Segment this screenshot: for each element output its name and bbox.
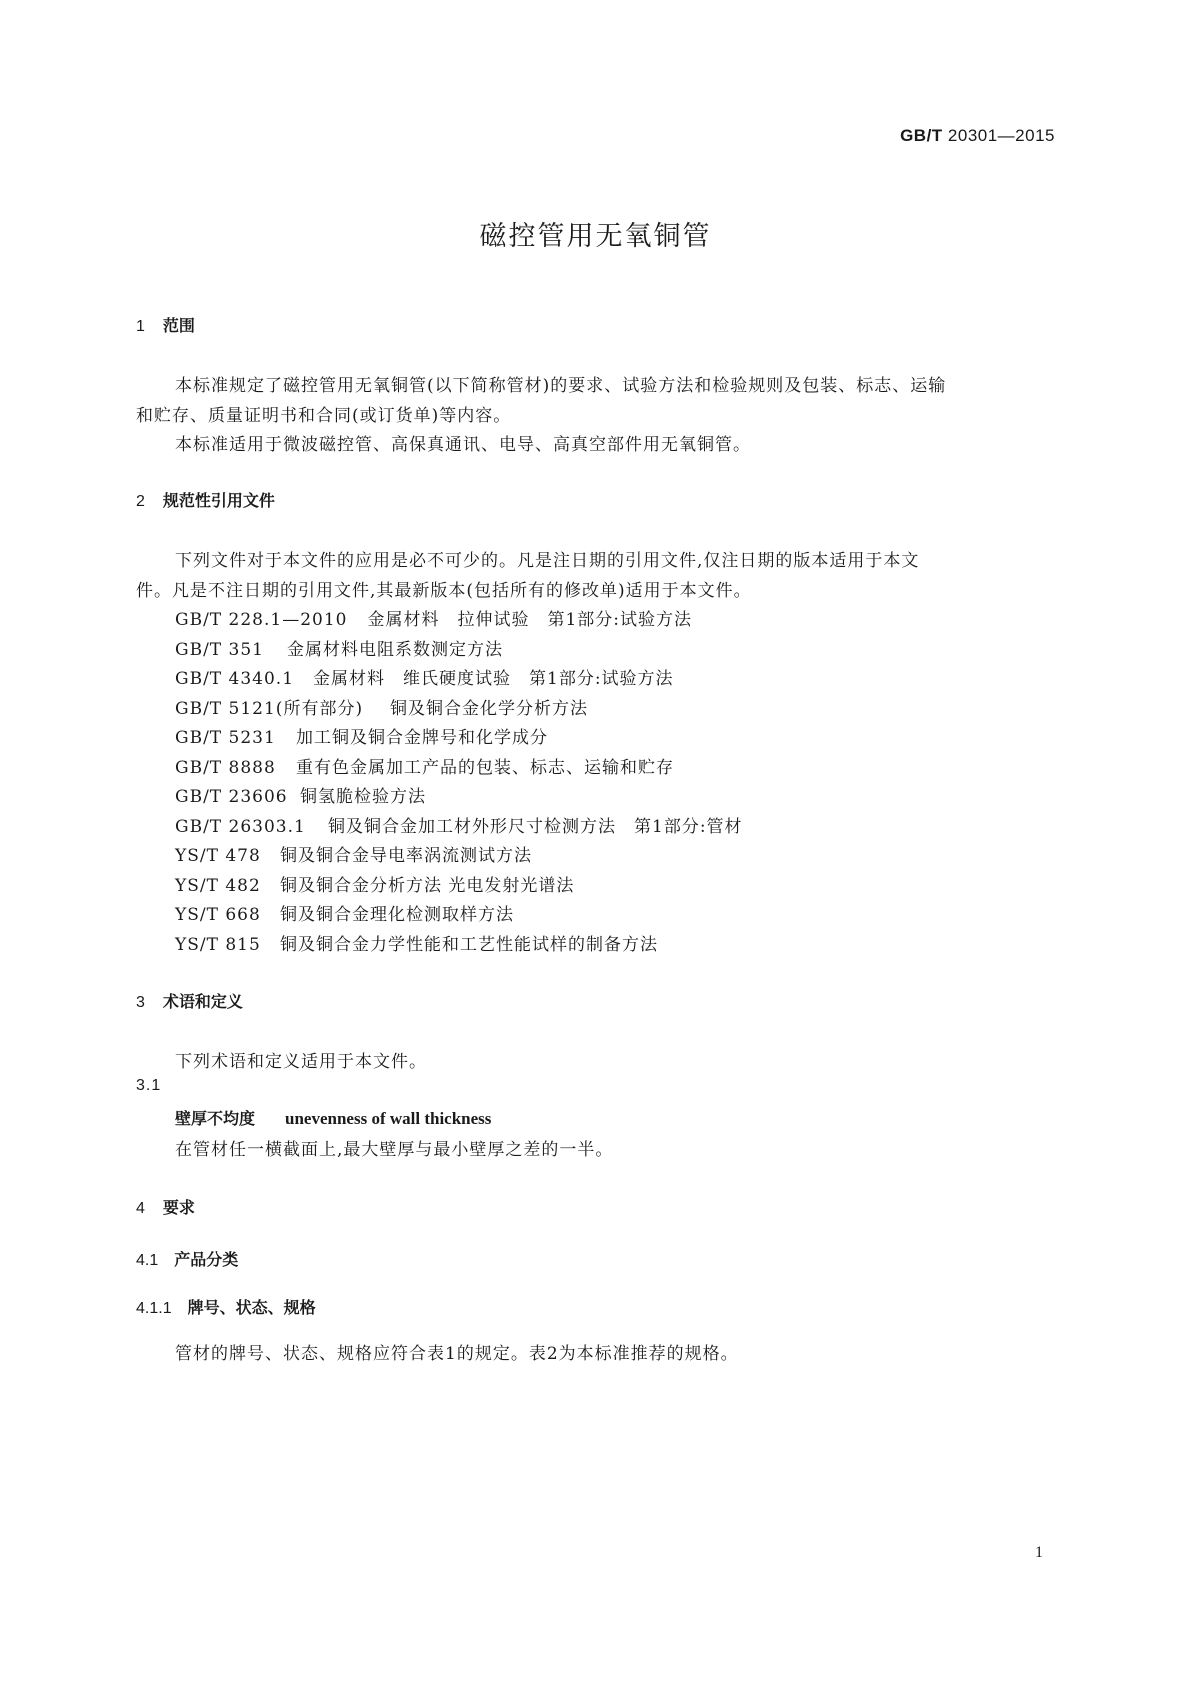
scope-paragraph-2: 本标准适用于微波磁控管、高保真通讯、电导、高真空部件用无氧铜管。 xyxy=(175,435,751,455)
reference-title: 铜及铜合金化学分析方法 xyxy=(390,699,588,719)
reference-title: 金属材料 拉伸试验 第1部分:试验方法 xyxy=(367,610,693,630)
term-definition: 在管材任一横截面上,最大壁厚与最小壁厚之差的一半。 xyxy=(175,1140,614,1160)
reference-title: 金属材料 维氏硬度试验 第1部分:试验方法 xyxy=(313,669,674,689)
scope-paragraph-1-line-2: 和贮存、质量证明书和合同(或订货单)等内容。 xyxy=(136,406,512,426)
reference-item xyxy=(175,664,674,689)
reference-code: YS/T 478 xyxy=(175,846,261,866)
reference-code: GB/T 4340.1 xyxy=(175,669,295,689)
section-title: 范围 xyxy=(162,316,195,335)
reference-code: GB/T 8888 xyxy=(175,758,276,778)
document-title: 磁控管用无氧铜管 xyxy=(479,221,712,252)
reference-title: 铜及铜合金导电率涡流测试方法 xyxy=(280,846,532,866)
section-title: 产品分类 xyxy=(174,1250,239,1269)
reference-item xyxy=(175,900,514,925)
reference-code: YS/T 668 xyxy=(175,905,261,925)
reference-title: 重有色金属加工产品的包装、标志、运输和贮存 xyxy=(296,758,674,778)
section-number: 2 xyxy=(136,493,145,510)
standard-prefix: GB/T xyxy=(900,126,943,145)
section-title: 规范性引用文件 xyxy=(162,491,275,510)
term-english: unevenness of wall thickness xyxy=(285,1109,492,1128)
reference-item xyxy=(175,871,574,896)
scope-paragraph-1-line-1: 本标准规定了磁控管用无氧铜管(以下简称管材)的要求、试验方法和检验规则及包装、标志、运输 xyxy=(175,376,947,396)
reference-code: GB/T 228.1—2010 xyxy=(175,610,348,630)
section-4-1-1-heading xyxy=(136,1295,316,1318)
section-title: 术语和定义 xyxy=(162,992,243,1011)
reference-code: YS/T 482 xyxy=(175,876,261,896)
reference-title: 铜及铜合金加工材外形尺寸检测方法 第1部分:管材 xyxy=(328,817,743,837)
term-number: 3.1 xyxy=(136,1077,162,1094)
reference-item xyxy=(175,635,503,660)
reference-title: 铜氢脆检验方法 xyxy=(300,787,426,807)
section-1-heading xyxy=(136,313,195,336)
reference-code: GB/T 26303.1 xyxy=(175,817,306,837)
references-intro-line-2: 件。凡是不注日期的引用文件,其最新版本(包括所有的修改单)适用于本文件。 xyxy=(136,581,752,601)
section-number: 1 xyxy=(136,318,145,335)
reference-item xyxy=(175,782,426,807)
section-4-1-heading xyxy=(136,1247,238,1270)
section-3-heading xyxy=(136,989,243,1012)
reference-code: GB/T 5231 xyxy=(175,728,276,748)
reference-title: 铜及铜合金理化检测取样方法 xyxy=(280,905,514,925)
reference-item xyxy=(175,753,674,778)
reference-title: 铜及铜合金力学性能和工艺性能试样的制备方法 xyxy=(280,935,658,955)
standard-number xyxy=(900,126,1055,146)
reference-item xyxy=(175,841,532,866)
reference-title: 铜及铜合金分析方法 光电发射光谱法 xyxy=(280,876,575,896)
section-number: 4.1.1 xyxy=(136,1300,172,1317)
references-intro-line-1: 下列文件对于本文件的应用是必不可少的。凡是注日期的引用文件,仅注日期的版本适用于本文 xyxy=(175,551,920,571)
section-4-heading xyxy=(136,1195,195,1218)
section-number: 3 xyxy=(136,994,145,1011)
page-number: 1 xyxy=(1035,1544,1043,1561)
standard-code: 20301—2015 xyxy=(947,126,1055,145)
reference-code: GB/T 351 xyxy=(175,640,264,660)
reference-title: 加工铜及铜合金牌号和化学成分 xyxy=(296,728,548,748)
reference-item xyxy=(175,812,743,837)
reference-item xyxy=(175,694,588,719)
reference-item xyxy=(175,723,548,748)
reference-title: 金属材料电阻系数测定方法 xyxy=(287,640,503,660)
reference-item xyxy=(175,605,692,630)
term-chinese: 壁厚不均度 xyxy=(175,1109,256,1128)
section-number: 4 xyxy=(136,1200,145,1217)
reference-code: YS/T 815 xyxy=(175,935,261,955)
reference-code: GB/T 23606 xyxy=(175,787,288,807)
reference-code: GB/T 5121(所有部分) xyxy=(175,699,364,719)
section-2-heading xyxy=(136,488,275,511)
section-title: 牌号、状态、规格 xyxy=(187,1298,316,1317)
section-title: 要求 xyxy=(162,1198,195,1217)
term-entry xyxy=(175,1106,491,1129)
grade-spec-paragraph: 管材的牌号、状态、规格应符合表1的规定。表2为本标准推荐的规格。 xyxy=(175,1344,739,1364)
section-number: 4.1 xyxy=(136,1252,159,1269)
reference-item xyxy=(175,930,658,955)
terms-intro: 下列术语和定义适用于本文件。 xyxy=(175,1052,427,1072)
